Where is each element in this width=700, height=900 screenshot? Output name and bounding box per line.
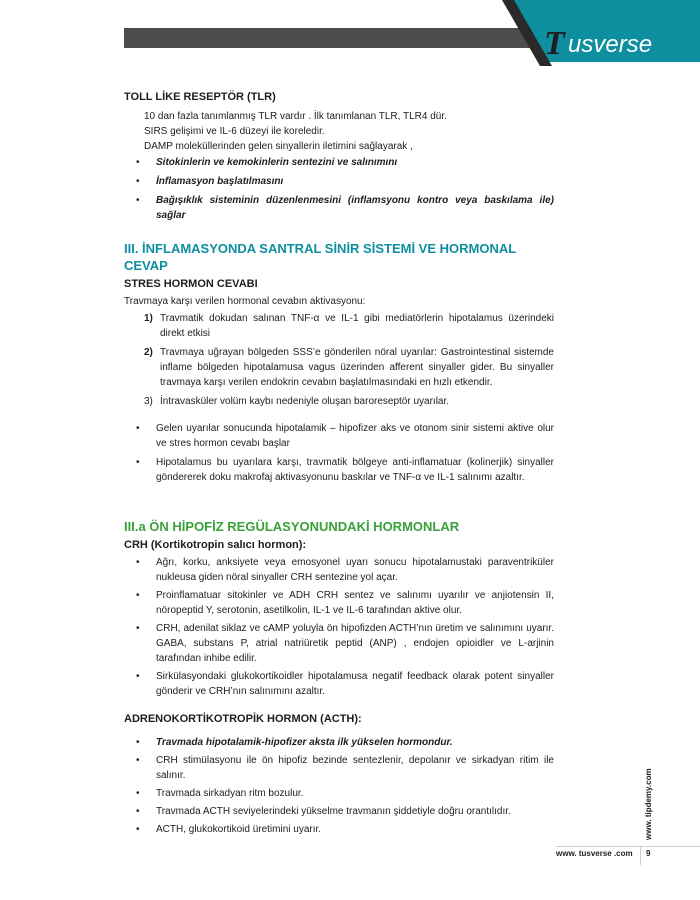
section-3-intro: Travmaya karşı verilen hormonal cevabın aktivasyonu:	[124, 296, 366, 307]
tlr-title: TOLL LİKE RESEPTÖR (TLR)	[124, 91, 276, 103]
numbered-item: 2) Travmaya uğrayan bölgeden SSS’e gönderilen nöral uyarılar: Gastrointestinal sistemde inflame bölgeden hipotalamusa vagus üzerinden afferent sinyaller gider. Bu sinyaller travmaya karşı verilen endokrin cevabın başlatılmasındaki en hızlı etkendir.	[144, 347, 554, 388]
acth-title: ADRENOKORTİKOTROPİK HORMON (ACTH):	[124, 713, 362, 725]
footer-line	[556, 846, 700, 847]
section-3a	[124, 518, 554, 699]
list-item: • Travmada sirkadyan ritm bozulur.	[136, 788, 304, 799]
list-item: • Hipotalamus bu uyarılara karşı, travmatik bölgeye anti-inflamatuar (kolinerjik) sinyaller göndererek doku makrofaj aktivasyonunu baskılar ve TNF-α ve IL-1 salınımı azaltır.	[136, 457, 554, 483]
list-item: • Ağrı, korku, anksiyete veya emosyonel uyarı sonucu hipotalamustaki paraventriküler nukleusa giden nöral sinyaller CRH sentezine yol açar.	[136, 557, 554, 583]
tusverse-logo	[500, 0, 700, 80]
list-item: • Gelen uyarılar sonucunda hipotalamik – hipofizer aks ve otonom sinir sistemi aktive olur ve stres hormon cevabı başlar	[136, 423, 554, 449]
list-item: • Proinflamatuar sitokinler ve ADH CRH sentez ve salınımı uyarılır ve anjiotensin II, nöropeptid Y, serotonin, asetilkolin, IL-1 ve IL-6 tarafından aktive olur.	[136, 590, 554, 616]
list-item: • Sirkülasyondaki glukokortikoidler hipotalamusa negatif feedback olarak potent sinyaller gönderir ve CRH’nın salınımını azaltır.	[136, 671, 554, 697]
section-3a-subtitle: CRH (Kortikotropin salıcı hormon):	[124, 539, 307, 551]
section-3-subtitle: STRES HORMON CEVABI	[124, 278, 258, 290]
numbered-item: 1) Travmatik dokudan salınan TNF-α ve IL-1 gibi mediatörlerin hipotalamus üzerindeki direkt etkisi	[144, 313, 554, 339]
list-item: • Sitokinlerin ve kemokinlerin sentezini ve salınımını	[136, 157, 398, 168]
list-item: • Travmada hipotalamik-hipofizer aksta ilk yükselen hormondur.	[136, 737, 453, 748]
numbered-item: 3) İntravasküler volüm kaybı nedeniyle oluşan baroreseptör uyarılar.	[144, 396, 450, 407]
tlr-line: DAMP moleküllerinden gelen sinyallerin iletimini sağlayarak ,	[144, 141, 413, 152]
tlr-line: 10 dan fazla tanımlanmış TLR vardır . İlk tanımlanan TLR, TLR4 dür.	[144, 111, 447, 122]
section-3-title: III. İNFLAMASYONDA SANTRAL SİNİR SİSTEMİ VE HORMONAL CEVAP	[124, 241, 516, 273]
logo-letter-t: T	[544, 25, 565, 62]
tlr-section	[124, 90, 554, 223]
side-url-text: www. tipdemy.com	[644, 768, 653, 840]
header-bar	[124, 28, 554, 48]
list-item: • CRH stimülasyonu ile ön hipofiz bezinde sentezlenir, depolanır ve sirkadyan ritim ile salınır.	[136, 755, 554, 781]
side-url	[641, 760, 655, 840]
footer-url: www. tusverse .com	[556, 849, 633, 858]
list-item: • ACTH, glukokortikoid üretimini uyarır.	[136, 824, 322, 835]
section-3	[124, 240, 554, 485]
logo-text: usverse	[568, 31, 653, 58]
list-item: • İnflamasyon başlatılmasını	[136, 176, 284, 187]
list-item: • CRH, adenilat siklaz ve cAMP yoluyla ön hipofizden ACTH’nın üretim ve salınımını uyarır. GABA, substans P, atrial natriüretik peptid (ANP) , endojen opioidler ve L-arjinin tarafından inhibe edilir.	[136, 623, 554, 664]
list-item: • Travmada ACTH seviyelerindeki yükselme travmanın şiddetiyle doğru orantılıdır.	[136, 806, 511, 817]
section-3a-title: III.a ÖN HİPOFİZ REGÜLASYONUNDAKİ HORMONLAR	[124, 519, 460, 534]
footer-divider	[640, 847, 641, 865]
acth-section	[124, 712, 554, 837]
page-number: 9	[646, 849, 651, 858]
list-item: • Bağışıklık sisteminin düzenlenmesini (inflamsyonu kontro veya baskılama ile) sağlar	[136, 195, 554, 221]
tlr-line: SIRS gelişimi ve IL-6 düzeyi ile koreledir.	[144, 126, 325, 137]
